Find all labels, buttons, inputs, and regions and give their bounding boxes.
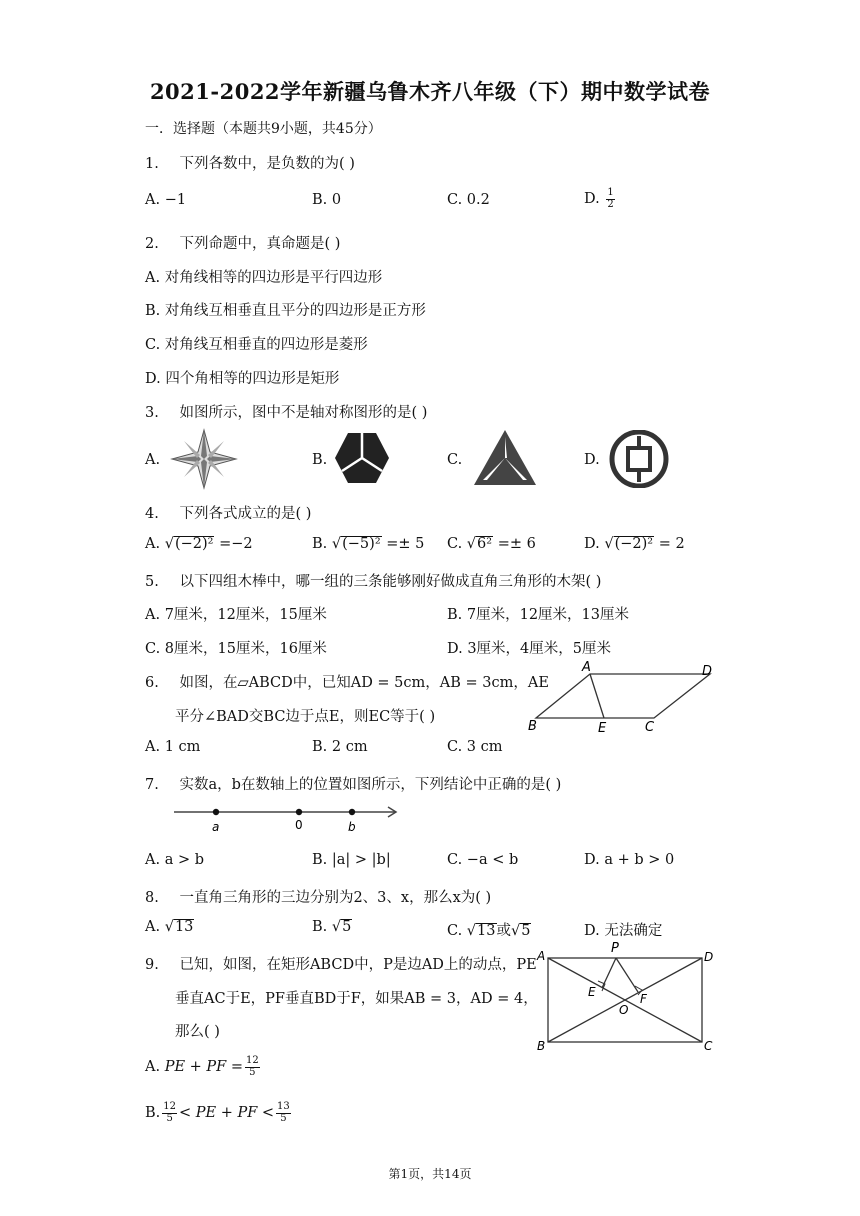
option-1c: C. 0.2 — [447, 192, 490, 208]
triangle-figure — [473, 428, 537, 486]
label-b: B — [528, 719, 537, 734]
radicand: 13 — [174, 919, 194, 935]
fraction-denominator: 5 — [280, 1112, 287, 1124]
fraction — [276, 1102, 291, 1124]
fraction-denominator: 5 — [166, 1112, 173, 1124]
sqrt-expression: √(−5)² =± 5 — [331, 536, 425, 552]
label-a: A — [537, 949, 546, 963]
radicand: (−2)² — [174, 536, 214, 552]
radicand: 6² — [477, 536, 493, 552]
question-stem: 下列命题中，真命题是( ) — [179, 236, 341, 252]
hexagon-figure — [334, 431, 390, 485]
radicand: 13 — [477, 923, 496, 939]
label-d: D — [702, 664, 713, 679]
option-6b: B. 2 cm — [312, 739, 368, 755]
label-b: B — [537, 1039, 546, 1053]
option-letter: D. — [584, 191, 605, 207]
option-7d: D. a + b > 0 — [584, 852, 675, 868]
option-3d: D. — [584, 452, 600, 468]
sqrt-expression: √6² =± 6 — [466, 536, 536, 552]
option-letter: A. — [145, 919, 161, 935]
question-stem: 实数a，b在数轴上的位置如图所示，下列结论中正确的是( ) — [179, 777, 562, 793]
option-8d: D. 无法确定 — [584, 923, 663, 939]
option-letter: B. — [312, 536, 328, 552]
option-7a: A. a > b — [145, 852, 204, 868]
expression-rest: =± 5 — [386, 536, 425, 552]
option-6c: C. 3 cm — [447, 739, 503, 755]
label-e: E — [598, 721, 607, 736]
axis-label-b: b — [348, 820, 356, 834]
expression: < PE + PF < — [179, 1105, 275, 1121]
number-line-figure — [170, 800, 402, 836]
question-3 — [145, 401, 427, 422]
option-4d — [584, 536, 685, 553]
question-stem: 一直角三角形的三边分别为2、3、x，那么x为( ) — [179, 890, 492, 906]
option-8c — [447, 919, 531, 940]
question-9-line2: 垂直AC于E，PF垂直BD于F，如果AB = 3，AD = 4， — [175, 991, 538, 1007]
expression-rest: 或 — [496, 923, 511, 939]
question-stem: 如图，在▱ABCD中，已知AD = 5cm，AB = 3cm，AE — [179, 675, 549, 691]
question-stem: 以下四组木棒中，哪一组的三条能够刚好做成直角三角形的木架( ) — [179, 574, 602, 590]
label-d: D — [704, 950, 714, 964]
option-2c: C. 对角线互相垂直的四边形是菱形 — [145, 337, 368, 353]
expression-rest: =−2 — [219, 536, 253, 552]
question-number: 3. — [145, 405, 159, 421]
sqrt-expression: √(−2)² =−2 — [164, 536, 253, 552]
question-7 — [145, 773, 561, 794]
question-stem: 下列各式成立的是( ) — [179, 506, 312, 522]
label-o: O — [619, 1003, 629, 1017]
option-3a: A. — [145, 452, 161, 468]
option-letter: A. — [145, 1059, 161, 1075]
rectangle-figure — [532, 940, 722, 1056]
option-8b — [312, 919, 352, 936]
question-9 — [145, 953, 537, 974]
question-8 — [145, 886, 491, 907]
question-6 — [145, 671, 549, 692]
option-2b: B. 对角线互相垂直且平分的四边形是正方形 — [145, 303, 426, 319]
label-c: C — [704, 1039, 713, 1053]
option-8a — [145, 919, 194, 936]
expression: PE + PF = — [164, 1059, 243, 1075]
question-number: 1. — [145, 156, 159, 172]
option-4b — [312, 536, 424, 553]
option-5b: B. 7厘米，12厘米，13厘米 — [447, 607, 629, 623]
question-stem: 如图所示，图中不是轴对称图形的是( ) — [179, 405, 428, 421]
option-1a: A. −1 — [145, 192, 187, 208]
label-p: P — [611, 941, 619, 956]
label-e: E — [588, 985, 596, 999]
compass-star-figure — [170, 428, 238, 490]
axis-label-0: 0 — [295, 818, 303, 832]
option-9b — [145, 1102, 293, 1124]
question-number: 2. — [145, 236, 159, 252]
fraction-numerator: 12 — [246, 1055, 259, 1066]
option-5a: A. 7厘米，12厘米，15厘米 — [145, 607, 327, 623]
option-9a — [145, 1056, 262, 1078]
axis-label-a: a — [212, 820, 220, 834]
fraction-numerator: 12 — [163, 1101, 176, 1112]
option-7b: B. |a| > |b| — [312, 852, 391, 868]
option-letter: C. — [447, 536, 463, 552]
label-a: A — [582, 660, 591, 675]
fraction — [606, 188, 614, 210]
option-letter: D. — [584, 536, 600, 552]
option-7c: C. −a < b — [447, 852, 519, 868]
fraction-numerator: 1 — [607, 187, 614, 198]
coin-figure — [608, 430, 670, 488]
option-letter: A. — [145, 536, 161, 552]
fraction — [162, 1102, 177, 1124]
option-5c: C. 8厘米，15厘米，16厘米 — [145, 641, 327, 657]
question-number: 6. — [145, 675, 159, 691]
question-6-line2: 平分∠BAD交BC边于点E，则EC等于( ) — [175, 709, 436, 725]
question-4 — [145, 502, 311, 523]
radicand: (−2)² — [614, 536, 654, 552]
question-number: 5. — [145, 574, 159, 590]
question-number: 7. — [145, 777, 159, 793]
question-stem: 已知，如图，在矩形ABCD中，P是边AD上的动点，PE — [179, 957, 537, 973]
question-number: 4. — [145, 506, 159, 522]
fraction-numerator: 13 — [277, 1101, 290, 1112]
expression-rest: =± 6 — [497, 536, 536, 552]
question-number: 9. — [145, 957, 159, 973]
question-2 — [145, 232, 340, 253]
option-letter: B. — [145, 1105, 161, 1121]
fraction-denominator: 5 — [249, 1066, 256, 1078]
option-letter: C. — [447, 923, 463, 939]
page-footer: 第1页，共14页 — [388, 1167, 472, 1181]
fraction — [245, 1056, 260, 1078]
option-3b: B. — [312, 452, 328, 468]
option-1d — [584, 188, 617, 210]
question-1 — [145, 152, 355, 173]
sqrt-expression: √5 — [331, 919, 352, 935]
question-9-line3: 那么( ) — [175, 1024, 220, 1040]
sqrt-expression: √13或√5 — [466, 923, 531, 939]
sqrt-expression: √(−2)² = 2 — [604, 536, 685, 552]
exam-title: 2021-2022学年新疆乌鲁木齐八年级（下）期中数学试卷 — [149, 79, 711, 104]
parallelogram-figure — [524, 658, 724, 740]
option-3c: C. — [447, 452, 463, 468]
fraction-denominator: 2 — [607, 198, 614, 210]
radicand: (−5)² — [342, 536, 381, 552]
section-heading: 一．选择题（本题共9小题，共45分） — [145, 121, 382, 137]
radicand: 5 — [342, 919, 352, 935]
option-4a — [145, 536, 253, 553]
question-5 — [145, 570, 601, 591]
label-f: F — [640, 992, 647, 1006]
question-stem: 下列各数中，是负数的为( ) — [179, 156, 355, 172]
option-5d: D. 3厘米，4厘米，5厘米 — [447, 641, 612, 657]
label-c: C — [645, 720, 655, 735]
option-letter: B. — [312, 919, 328, 935]
expression-rest: = 2 — [658, 536, 685, 552]
option-2a: A. 对角线相等的四边形是平行四边形 — [145, 270, 383, 286]
option-2d: D. 四个角相等的四边形是矩形 — [145, 371, 340, 387]
question-number: 8. — [145, 890, 159, 906]
radicand-2: 5 — [521, 923, 531, 939]
sqrt-expression: √13 — [164, 919, 194, 935]
option-1b: B. 0 — [312, 192, 342, 208]
option-4c — [447, 536, 536, 553]
option-6a: A. 1 cm — [145, 739, 201, 755]
